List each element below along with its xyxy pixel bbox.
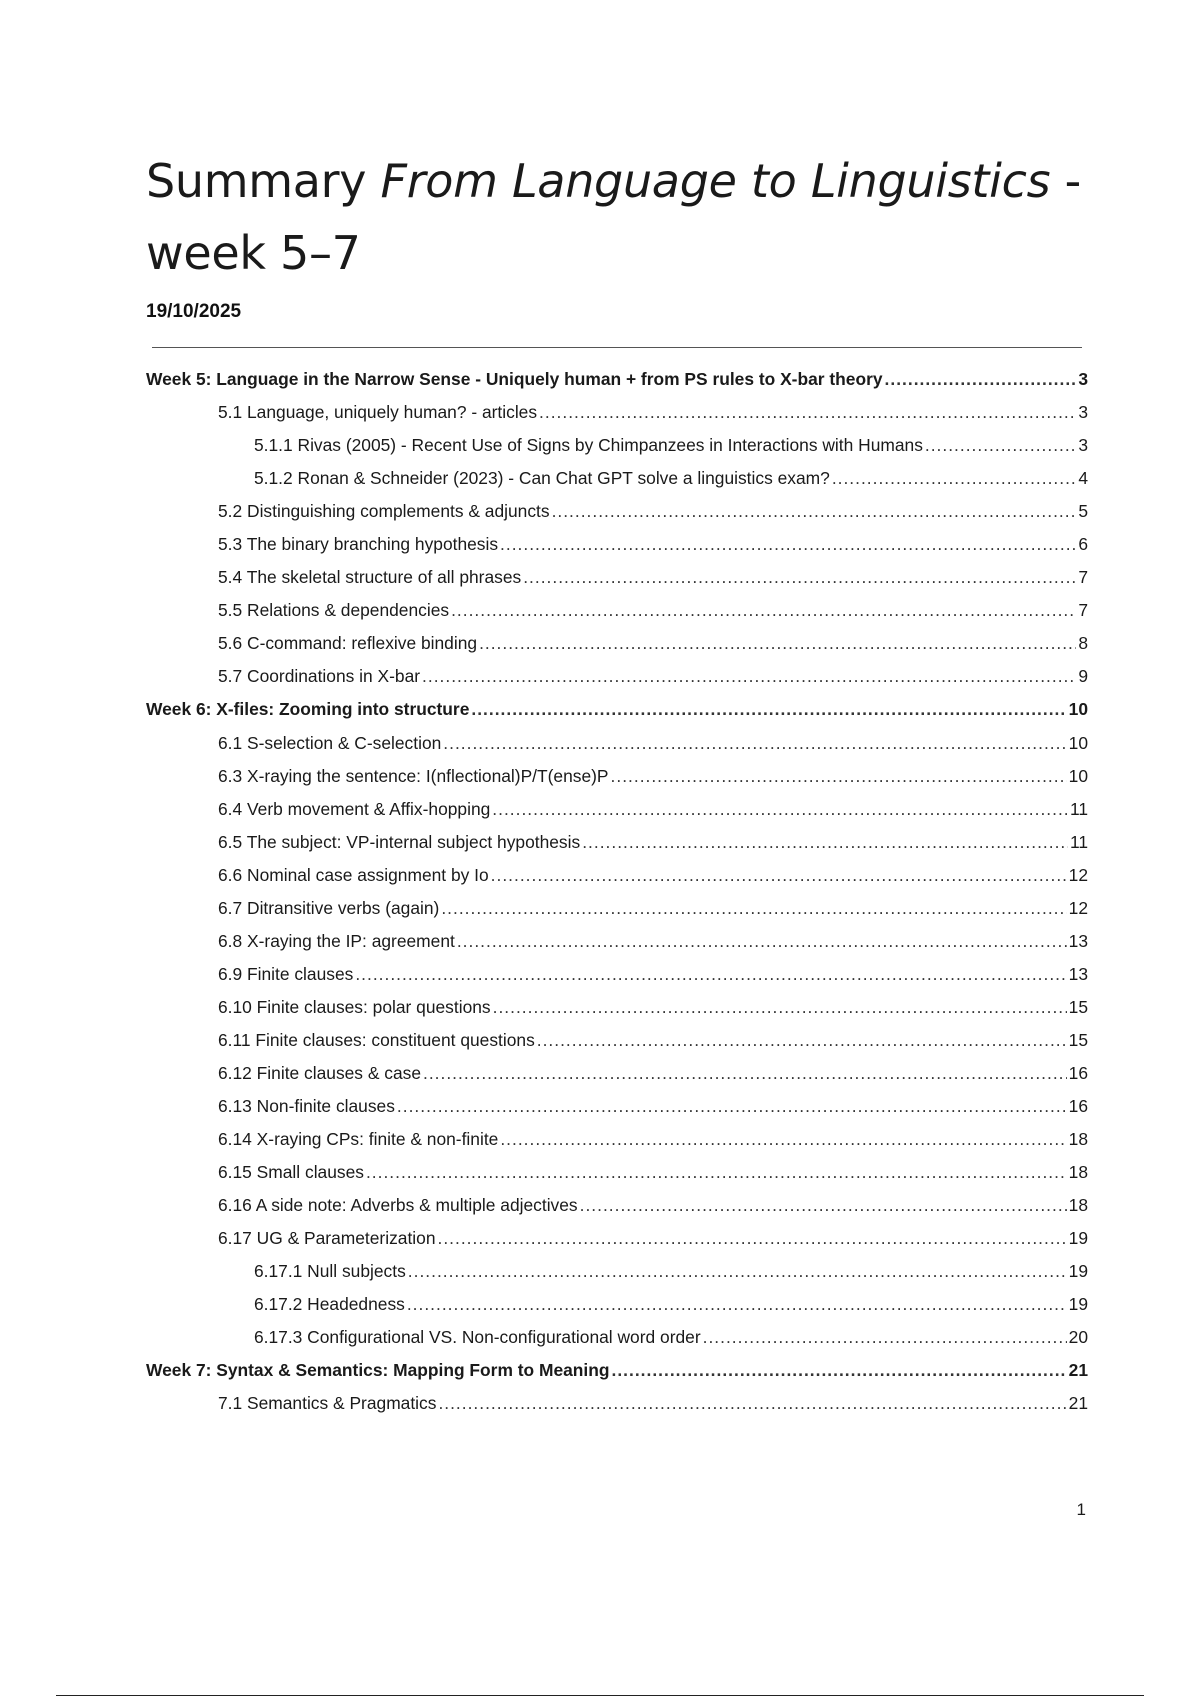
toc-dot-leader (443, 733, 1066, 754)
toc-dot-leader (523, 567, 1076, 588)
toc-dot-leader (366, 1162, 1067, 1183)
toc-entry-text: Week 6: X-files: Zooming into structure (146, 699, 470, 720)
toc-entry-page: 15 (1068, 996, 1088, 1017)
toc-entry[interactable] (146, 369, 1088, 402)
toc-dot-leader (422, 666, 1076, 687)
toc-entry-text: 6.13 Non-finite clauses (218, 1096, 395, 1117)
toc-dot-leader (537, 1030, 1067, 1051)
toc-dot-leader (612, 1360, 1067, 1381)
toc-entry-page: 19 (1068, 1261, 1088, 1282)
toc-entry-page: 21 (1068, 1360, 1088, 1381)
toc-dot-leader (539, 402, 1076, 423)
toc-entry[interactable] (146, 931, 1088, 964)
toc-entry[interactable] (146, 468, 1088, 501)
toc-entry-text: 6.17 UG & Parameterization (218, 1228, 436, 1249)
toc-entry-text: 6.5 The subject: VP-internal subject hypothesis (218, 831, 581, 852)
toc-entry[interactable] (146, 1327, 1088, 1360)
toc-entry-page: 3 (1078, 435, 1088, 456)
toc-entry-page: 16 (1068, 1096, 1088, 1117)
toc-dot-leader (397, 1096, 1067, 1117)
toc-entry-page: 13 (1068, 963, 1088, 984)
toc-entry-text: 5.6 C-command: reflexive binding (218, 633, 478, 654)
toc-entry-text: Week 7: Syntax & Semantics: Mapping Form to Meaning (146, 1360, 610, 1381)
title-prefix: Summary (146, 154, 381, 208)
toc-dot-leader (492, 799, 1068, 820)
toc-entry[interactable] (146, 832, 1088, 865)
table-of-contents (146, 369, 1088, 1427)
toc-entry-page: 11 (1069, 798, 1088, 819)
toc-entry[interactable] (146, 666, 1088, 699)
toc-entry-text: 6.10 Finite clauses: polar questions (218, 996, 491, 1017)
toc-entry-text: 6.3 X-raying the sentence: I(nflectional)P/T(ense)P (218, 765, 609, 786)
toc-entry-text: 6.14 X-raying CPs: finite & non-finite (218, 1129, 499, 1150)
toc-entry[interactable] (146, 1063, 1088, 1096)
toc-entry-text: 7.1 Semantics & Pragmatics (218, 1393, 437, 1414)
toc-dot-leader (580, 1195, 1067, 1216)
toc-entry-text: 5.7 Coordinations in X-bar (218, 666, 421, 687)
toc-entry-page: 7 (1078, 600, 1088, 621)
toc-entry[interactable] (146, 534, 1088, 567)
toc-entry-page: 10 (1068, 699, 1088, 720)
toc-entry[interactable] (146, 1393, 1088, 1426)
toc-dot-leader (885, 369, 1077, 390)
toc-entry-page: 19 (1068, 1294, 1088, 1315)
toc-dot-leader (832, 468, 1077, 489)
toc-entry-text: 5.3 The binary branching hypothesis (218, 534, 499, 555)
toc-entry[interactable] (146, 1096, 1088, 1129)
toc-entry-page: 12 (1068, 864, 1088, 885)
toc-dot-leader (407, 1294, 1067, 1315)
document-date: 19/10/2025 (146, 301, 242, 322)
toc-entry-text: 6.15 Small clauses (218, 1162, 364, 1183)
toc-entry-text: 6.4 Verb movement & Affix-hopping (218, 798, 491, 819)
toc-dot-leader (491, 865, 1067, 886)
toc-dot-leader (438, 1393, 1066, 1414)
toc-dot-leader (479, 633, 1076, 654)
toc-entry-page: 4 (1078, 468, 1088, 489)
toc-entry-page: 9 (1078, 666, 1088, 687)
toc-entry-text: 6.17.2 Headedness (254, 1294, 405, 1315)
toc-entry[interactable] (146, 799, 1088, 832)
toc-entry[interactable] (146, 402, 1088, 435)
toc-entry-text: 5.1 Language, uniquely human? - articles (218, 402, 538, 423)
toc-entry-text: 6.12 Finite clauses & case (218, 1062, 421, 1083)
toc-entry-page: 8 (1078, 633, 1088, 654)
toc-entry-page: 3 (1078, 402, 1088, 423)
toc-dot-leader (423, 1063, 1067, 1084)
toc-entry-text: 5.5 Relations & dependencies (218, 600, 450, 621)
toc-entry[interactable] (146, 633, 1088, 666)
toc-entry-page: 18 (1068, 1195, 1088, 1216)
toc-dot-leader (408, 1261, 1067, 1282)
toc-entry-page: 7 (1078, 567, 1088, 588)
toc-entry-text: 6.17.1 Null subjects (254, 1261, 406, 1282)
toc-entry-page: 20 (1068, 1327, 1088, 1348)
toc-entry-text: 5.1.1 Rivas (2005) - Recent Use of Signs by Chimpanzees in Interactions with Humans (254, 435, 923, 456)
toc-entry[interactable] (146, 501, 1088, 534)
toc-dot-leader (611, 766, 1067, 787)
toc-entry-page: 5 (1078, 501, 1088, 522)
toc-dot-leader (457, 931, 1067, 952)
toc-entry-page: 10 (1068, 765, 1088, 786)
toc-entry-text: 6.8 X-raying the IP: agreement (218, 930, 455, 951)
toc-entry[interactable] (146, 1030, 1088, 1063)
toc-entry[interactable] (146, 1294, 1088, 1327)
toc-entry-page: 13 (1068, 930, 1088, 951)
toc-entry[interactable] (146, 733, 1088, 766)
toc-entry-page: 6 (1078, 534, 1088, 555)
toc-entry-text: 6.1 S-selection & C-selection (218, 732, 442, 753)
toc-dot-leader (493, 997, 1067, 1018)
toc-entry-page: 12 (1068, 897, 1088, 918)
toc-entry[interactable] (146, 1162, 1088, 1195)
title-italic: From Language to Linguistics (380, 154, 1051, 208)
toc-entry[interactable] (146, 1129, 1088, 1162)
toc-entry[interactable] (146, 997, 1088, 1030)
toc-entry-text: 6.11 Finite clauses: constituent questions (218, 1029, 535, 1050)
toc-entry[interactable] (146, 1195, 1088, 1228)
toc-entry-page: 18 (1068, 1129, 1088, 1150)
toc-entry-text: 5.1.2 Ronan & Schneider (2023) - Can Chat GPT solve a linguistics exam? (254, 468, 830, 489)
toc-dot-leader (703, 1327, 1067, 1348)
toc-entry-text: 6.16 A side note: Adverbs & multiple adjectives (218, 1195, 578, 1216)
toc-dot-leader (451, 600, 1076, 621)
toc-entry-page: 11 (1069, 831, 1088, 852)
title-divider (152, 347, 1082, 348)
toc-dot-leader (355, 964, 1066, 985)
toc-dot-leader (582, 832, 1068, 853)
toc-dot-leader (500, 534, 1076, 555)
toc-entry-page: 3 (1078, 369, 1088, 389)
bottom-rule (56, 1695, 1144, 1696)
toc-dot-leader (925, 435, 1076, 456)
toc-entry-page: 18 (1068, 1162, 1088, 1183)
toc-dot-leader (500, 1129, 1066, 1150)
toc-entry-page: 21 (1068, 1393, 1088, 1414)
toc-entry[interactable] (146, 898, 1088, 931)
toc-entry[interactable] (146, 600, 1088, 633)
toc-entry[interactable] (146, 766, 1088, 799)
toc-entry[interactable] (146, 435, 1088, 468)
toc-dot-leader (441, 898, 1066, 919)
toc-entry[interactable] (146, 699, 1088, 732)
toc-entry-page: 16 (1068, 1062, 1088, 1083)
toc-dot-leader (438, 1228, 1067, 1249)
toc-entry-text: 6.7 Ditransitive verbs (again) (218, 897, 440, 918)
toc-entry[interactable] (146, 1360, 1088, 1393)
toc-entry-page: 15 (1068, 1029, 1088, 1050)
toc-entry-text: 6.6 Nominal case assignment by Io (218, 864, 489, 885)
toc-entry-text: 6.17.3 Configurational VS. Non-configurational word order (254, 1327, 701, 1348)
toc-entry[interactable] (146, 1228, 1088, 1261)
toc-entry-page: 10 (1068, 732, 1088, 753)
toc-dot-leader (471, 699, 1066, 720)
title-suffix: - week 5–7 (146, 154, 1081, 280)
toc-entry-text: 5.4 The skeletal structure of all phrases (218, 567, 522, 588)
toc-dot-leader (552, 501, 1077, 522)
toc-entry[interactable] (146, 964, 1088, 997)
toc-entry[interactable] (146, 865, 1088, 898)
toc-entry-text: 5.2 Distinguishing complements & adjuncts (218, 501, 550, 522)
document-title (146, 145, 1106, 289)
toc-entry-page: 19 (1068, 1228, 1088, 1249)
toc-entry-text: 6.9 Finite clauses (218, 963, 354, 984)
toc-entry[interactable] (146, 1261, 1088, 1294)
toc-entry-text: Week 5: Language in the Narrow Sense - Uniquely human + from PS rules to X-bar theory (146, 369, 883, 389)
page-number: 1 (1076, 1500, 1086, 1519)
toc-entry[interactable] (146, 567, 1088, 600)
